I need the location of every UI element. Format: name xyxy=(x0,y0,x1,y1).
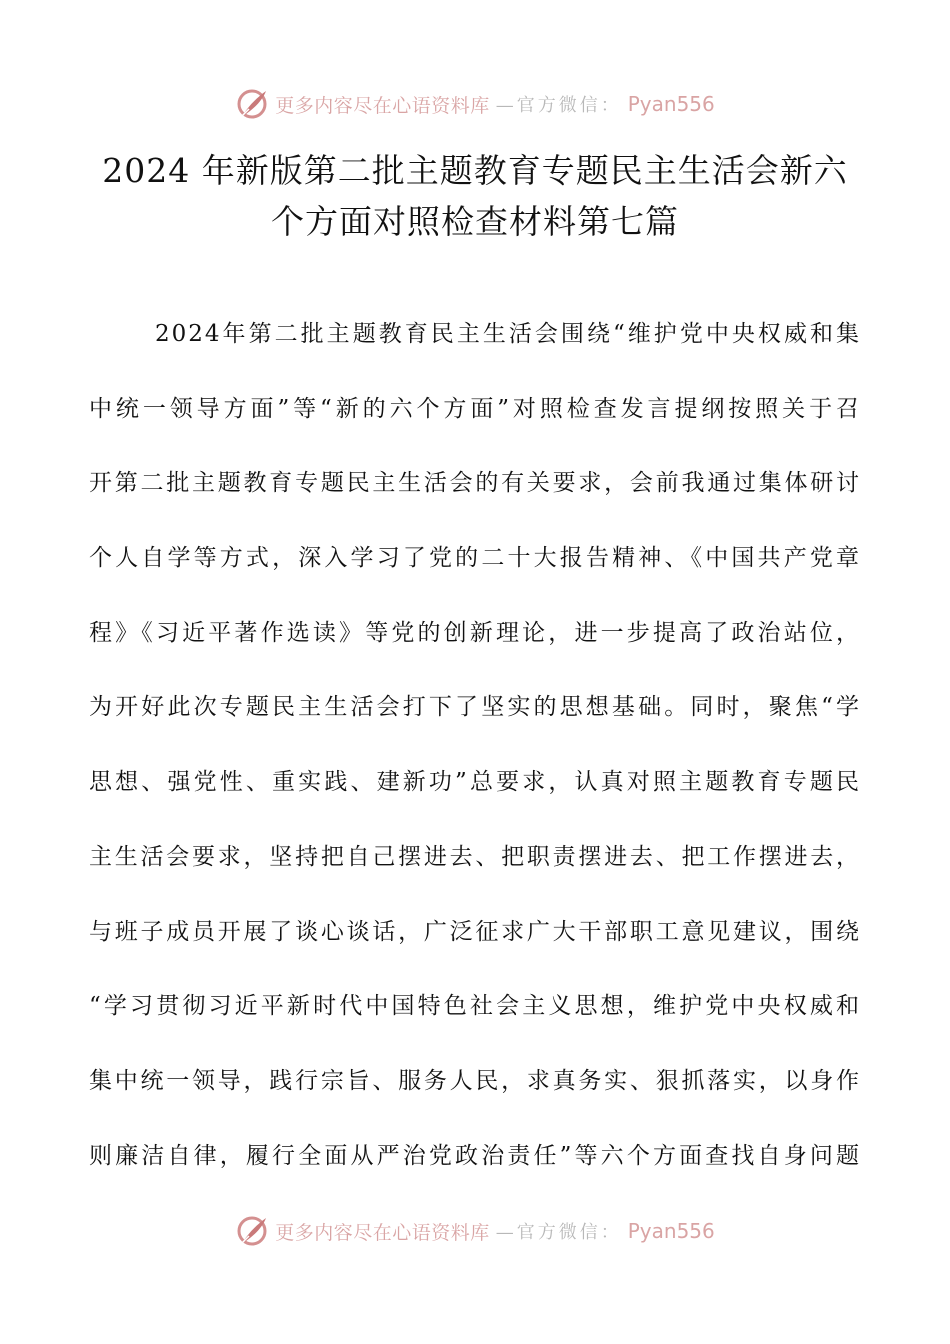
footer-watermark xyxy=(0,1211,950,1251)
body-line: 程》《习近平著作选读》等党的创新理论，进一步提高了政治站位， xyxy=(89,619,861,646)
body-line: 则廉洁自律，履行全面从严治党政治责任”等六个方面查找自身问题 xyxy=(89,1142,861,1169)
document-body xyxy=(89,306,861,1202)
body-line: 为开好此次专题民主生活会打下了坚实的思想基础。同时，聚焦“学 xyxy=(89,694,861,721)
title-line: 2024 年新版第二批主题教育专题民主生活会新六 xyxy=(102,151,848,190)
quill-pen-logo-icon xyxy=(235,87,269,121)
body-line: 个人自学等方式，深入学习了党的二十大报告精神、《中国共产党章 xyxy=(89,545,861,572)
watermark-separator-text: —官方微信： xyxy=(495,1222,622,1243)
body-line: 思想、强党性、重实践、建新功”总要求，认真对照主题教育专题民 xyxy=(89,769,861,796)
body-line: 开第二批主题教育专题民主生活会的有关要求，会前我通过集体研讨 xyxy=(89,470,861,497)
body-line: 集中统一领导，践行宗旨、服务人民，求真务实、狠抓落实，以身作 xyxy=(89,1067,861,1094)
watermark-wechat-id: Pyan556 xyxy=(627,1219,715,1243)
watermark-brand-text: 更多内容尽在心语资料库 xyxy=(275,1221,490,1244)
watermark-separator-text: —官方微信： xyxy=(495,95,622,116)
body-line: 2024年第二批主题教育民主生活会围绕“维护党中央权威和集 xyxy=(155,321,861,347)
quill-pen-logo-icon xyxy=(235,1214,269,1248)
body-line: 中统一领导方面”等“新的六个方面”对照检查发言提纲按照关于召 xyxy=(89,395,861,422)
title-line: 个方面对照检查材料第七篇 xyxy=(271,202,679,241)
body-line: “学习贯彻习近平新时代中国特色社会主义思想，维护党中央权威和 xyxy=(89,993,861,1020)
watermark-brand-text: 更多内容尽在心语资料库 xyxy=(275,94,490,117)
document-title xyxy=(60,145,890,247)
watermark-wechat-id: Pyan556 xyxy=(627,92,715,116)
body-line: 主生活会要求，坚持把自己摆进去、把职责摆进去、把工作摆进去， xyxy=(89,843,861,870)
header-watermark xyxy=(0,84,950,124)
body-line: 与班子成员开展了谈心谈话，广泛征求广大干部职工意见建议，围绕 xyxy=(89,918,861,945)
